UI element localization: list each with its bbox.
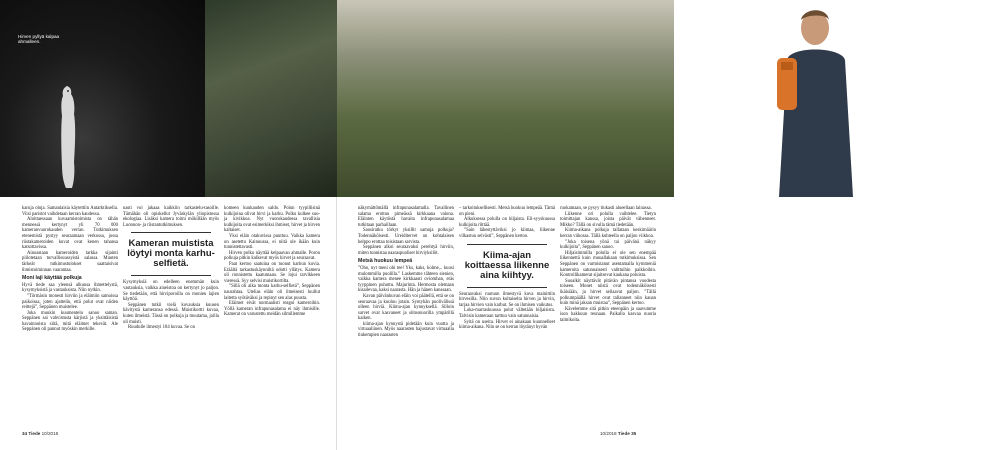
paragraph: Paat kertoo saatuina on tuonut karhun kuvia. Eräältä tarkastuskäynniltä odotti yllätys. Kamera oli ronnistettu kaatumaan. Se lojui tarvikkeen vieressä. Syy selvisi muistikortilta.	[224, 261, 320, 284]
paragraph: Seppänen tutkii vielä kuvauksia kuusen hävitystä kameransa edessä. Muistikortti kuvaa, kuten ilmeistä. Tässä on polkuja ja muutama, joilla oli muisti.	[123, 302, 219, 325]
magazine-name: Tiede	[617, 431, 630, 436]
researcher-figure-icon	[757, 0, 867, 197]
paragraph: Alkuksessa polulla on hiljaista. Eli-syyskuussa kulkijoita riittää.	[459, 217, 555, 228]
paragraph: Aloittaessaan kuvaamistoimista on tähän mennessä kertynyt yli 70 000 kameranvuorokauden verran. Tutkimuksen etenemistä pystyy seuraamaan verkossa, jossa riistakameroiden kuvat ovat kenen tahansa katsottavissa.	[22, 217, 118, 251]
paragraph: ”Sain lähestyttäviksi jo kiimaa, liikenne vilkastuu selvästi”, Seppänen kertoo.	[459, 228, 555, 239]
paragraph: Seuraavaksi ruutuun ilmestyvä kuva mainittiin hirvesilla. Niin suvun kultaiselta hirven ja hirvin, tarjaa hirvien vain karhut. Se on ihmisen vaikutus.	[459, 291, 555, 308]
researcher-caption: Juhani Seppäsen riistakamera tulevat kulkureiteillä.	[961, 176, 1001, 192]
paragraph: Kavan päivänkuvan eläin voi päätellä, että se on seuraavaa ja kuuluu jotain. Syntyhän puolivälissä olleen hirviä. Kiima-ajan kynnyksellä. Silloin sarvet ovat kasvaneet ja siitosnuorilla ympärillä kaiken.	[358, 293, 454, 322]
paragraph: Syitä on useita. Hirvet ei ainakaan kuunnelleet kiima-aikana. Niin se on kerran löytänyt hyvän	[459, 319, 555, 331]
paragraph: Ainoastaan kameroiden tarkka sijainti piilotetaan turvallisuussyistä salassa. Muuten tärkeät tutkimustulokset saattaisivat ihmistoiminnan vaarantaa.	[22, 250, 118, 273]
page-number: 35	[631, 431, 637, 436]
left-column-3	[224, 206, 320, 318]
ermine-caption: Hirven pyllyä kalpaa ahmalleen.	[18, 34, 60, 45]
researcher-photo	[337, 0, 1001, 197]
pull-quote-rule	[131, 232, 211, 233]
paragraph: Joka muukin kuumentelu sanoo saman. Seppänen sai vahvistusta kärjistä ja yksittäisistä havainnoista siitä, mitä eläimet tekevät. Ale Seppänen oli pannut myöskin merkille.	[22, 310, 118, 333]
paragraph: – tarkoituksellisesti. Metsä huokuu lempeää. Tämä on pieni.	[459, 206, 555, 217]
left-column-1	[22, 206, 118, 333]
paragraph: Hyvä tiede saa yleensä alkunsa ihmettelystä, kysymyksistä ja vastauksista. Niin nytkin.	[22, 282, 118, 294]
paragraph: ruokamaan, se pysyy tiukasti alueellaan lainassa.	[560, 206, 652, 211]
paragraph: karuja oloja. Samanlaisia käytettiin Antarktiksella. Viisi paristot vaihdetaan kerran kaudessa.	[22, 206, 118, 217]
paragraph: ”Törmäsin monesti hirviin ja eläimiin samoissa paikoissa, joten ajattelin, että polut ovat niiden reittejä”, Seppänen muistelee.	[22, 293, 118, 311]
ermine-photo	[0, 0, 205, 197]
paragraph: Kysymyksiä on edelleen enemmän kuin vastauksia, vaikka aineistoa on kertynyt jo paljon. Se tiedetään, että hirviporoilla on monien lajien käyttöä.	[123, 280, 219, 303]
issue-number: 10/2018	[600, 431, 617, 436]
pull-quote-rule	[131, 275, 211, 276]
left-column-2	[123, 206, 219, 331]
paragraph: Kiima-aikana polkuja tallataan keskimäärin kerran viikossa. Tällä kohteella on paljon viikkoa.	[560, 228, 656, 239]
paragraph: Yksi eläin otakuvissa puuttuu. Vaikka kamera on asetettu Kainuussa, ei niitä ole ikään kuin tunnistettavasti.	[224, 233, 320, 251]
paragraph: Hiljaisimmilla polulla ei ole sen enempää liikennettä kuin muuallakaan tutkimuksissa. Sen Seppänen on varmistanut asentamalla kymmeniä kameroita satunnaisesti valittuihin paikkoihin. Kontrollikamerat sijaitsevat kaukana poluista.	[560, 250, 656, 279]
paragraph: Saosiratku törkyt yksillit samoja polkuja? Todennäköisesti. Ureiditervet on kohtalaisen helppo erottaa toisistaan sarvista.	[358, 228, 454, 245]
paragraph: Loka-marraskuussa polut vältetään hiljaisista. Talvisin kameraan tarttuu vain satunnaisia.	[459, 308, 555, 319]
paragraph: nasti voi jakaaa kaikkiin tarkastelu-tasoille. Tämähän oli opiskellut Jyväskylän yliopistossa ekologiaa. Lisäksi kamera toimi mökillään myös Luonnon- ja riistantutkimuksen.	[123, 206, 219, 228]
pull-quote: Kiima-ajan koittaessa liikenne aina kiihtyy.	[464, 249, 550, 281]
pull-quote-rule	[467, 244, 547, 245]
paragraph: Kävelemme sitä pitkin eteenpäin ja saavumme ison hakkuun reunaan. Paikalla kasvaa nuoria taimikoita.	[560, 306, 656, 323]
paragraph: Ruudulle ilmestyi 184 kuvaa. Se on	[128, 325, 195, 331]
subheading: Metsä huokuu lempeä	[358, 258, 413, 265]
paragraph: Liikenne ori polulla vaihtelee. Tietyn toimittajan kanssa, joista päivät vähenneet. Mikko? Tällä on sivulla tämä tiedetään.	[560, 211, 656, 228]
paragraph: ”Sillä oli aika monta karhu-selfietä”, Seppänen naurahtaa. Utelias eläin oli ilmeisesti luullut laitetta syötäväksi ja repinyt sen alas puusta.	[224, 284, 320, 301]
right-column-3	[560, 206, 656, 323]
page-number: 34	[22, 431, 28, 436]
left-footer	[22, 431, 58, 436]
paragraph: kiima-ajan kynnystä pidetään kuin vuotta ja virtuaaliinen. Myös naarasten hajustavat virtuaalia tiukempien naarasten	[358, 321, 454, 339]
right-column-1	[358, 206, 454, 339]
pull-quote: Kameran muistista löytyi monta karhu-selfietä.	[127, 238, 215, 270]
pull-quote-rule	[467, 287, 547, 288]
ermine-silhouette-icon	[58, 86, 80, 188]
paragraph: Suoalkit näyttävät pitävän pintansa vuodesta toiseen. Monet niistä ovat todennäköisesti ikäisiään, ja hirvet seilaavat paljon. ”Tällä polkumpäällä hirvet ovat tallanneet niin kauan kuin minä jaksan muistaa”, Seppänen kertoo.	[560, 278, 656, 307]
paragraph: Eläimet eivät normaalisti reagoi kameroihin. Yöllä kameran infrapunasalama ei näy ihmisille. Kamerat on varustettu meidän silmillemme	[224, 301, 320, 318]
paragraph: Hirven polku näyttää kelpaavan ahmalle. Poron polkuja pitkin kulkevat myös hirvet ja seuraavat.	[224, 250, 320, 262]
paragraph: komeen kuukauden saldo. Polun tyypillisinä kulkijoina olivat hirvi ja karhu. Polku kulkee suo- ja kivikkoa. Nyt vuorokaudessa tavallisia kulkijoita ovat esimerkiksi ihmiset, hirvet ja hirven kaltaiset.	[224, 206, 320, 234]
issue-number: 10/2018	[41, 431, 59, 436]
paragraph: näkymättömällä infrapunasalamalla. Tavallinen salama erottuu pimeässä kirkkaana valona. Eläinten käytöstä havaita infrapunasalamaa tutkitaan parhaillaan.	[358, 206, 454, 228]
right-column-2	[459, 206, 555, 331]
magazine-name: Tiede	[28, 431, 41, 436]
paragraph: Seppänen alkoi seuraavaksi perehtyä hirviin, miten tunnistaa naaraspuoliset hirviyksilöt.	[358, 245, 454, 256]
subheading: Moni laji käyttää polkuja	[22, 275, 82, 282]
paragraph: ”Oho, nyt meni ohi tee! Yks, kaks, kolme,.. kuusi mulommilla puolilla.” Laskemme tähteen sienien, vaikka kamera menee kirkkaasti oviomhan, eräs tyyppinen puhuttu. Majurinta. Hermosta olemaan kisailevaa, kaksi naarasta. Hän ja hänen kanssaan.	[358, 265, 454, 294]
paragraph: ”Joka toisena yönä tai päivänä näkyy kulkijoita”, Seppänen sanoo.	[560, 239, 656, 251]
trail-camera-photo	[205, 0, 337, 197]
right-footer	[600, 431, 636, 436]
